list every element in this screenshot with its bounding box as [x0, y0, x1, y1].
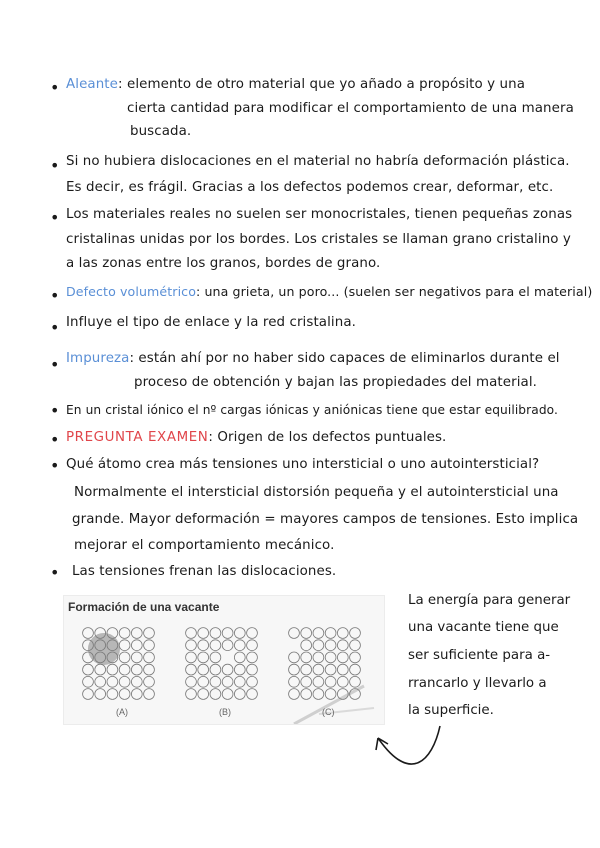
lattice-atom: [234, 640, 245, 651]
lattice-atom: [131, 640, 142, 651]
lattice-atom: [234, 689, 245, 700]
lattice-atom: [301, 628, 312, 639]
lattice-atom: [144, 676, 155, 687]
lattice-atom: [313, 664, 324, 675]
lattice-atom: [186, 676, 197, 687]
note-line: cristalinas unidas por los bordes. Los cristales se llaman grano cristalino y: [66, 232, 571, 247]
lattice-atom: [325, 689, 336, 700]
note-line: Los materiales reales no suelen ser monocristales, tienen pequeñas zonas: [66, 207, 573, 222]
lattice-atom: [210, 664, 221, 675]
lattice-atom: [210, 640, 221, 651]
side-note-line: una vacante tiene que: [408, 620, 559, 635]
note-line: Qué átomo crea más tensiones uno intersticial o uno autointersticial?: [66, 457, 540, 472]
lattice-atom: [83, 689, 94, 700]
bullet-dot: •: [50, 401, 60, 420]
term-aleante: Aleante: [66, 77, 119, 92]
lattice-atom: [325, 652, 336, 663]
lattice-atom: [301, 676, 312, 687]
term-defecto-volumetrico: Defecto volumétrico: [66, 284, 196, 299]
lattice-atom: [234, 628, 245, 639]
lattice-atom: [337, 664, 348, 675]
lattice-atom: [119, 676, 130, 687]
figure-label-a: (A): [116, 707, 128, 717]
lattice-atom: [119, 628, 130, 639]
lattice-atom: [289, 628, 300, 639]
lattice-atom: [198, 676, 209, 687]
lattice-atom: [107, 676, 118, 687]
note-line: Defecto volumétrico: una grieta, un poro... (suelen ser negativos para el material): [66, 284, 593, 299]
lattice-atom: [247, 640, 258, 651]
lattice-atom: [144, 640, 155, 651]
lattice-atom: [337, 652, 348, 663]
lattice-atom: [313, 652, 324, 663]
lattice-atom: [325, 676, 336, 687]
lattice-atom: [247, 664, 258, 675]
lattice-atom: [210, 628, 221, 639]
lattice-atom: [350, 664, 361, 675]
lattice-atom: [198, 628, 209, 639]
lattice-atom: [222, 628, 233, 639]
lattice-atom: [186, 664, 197, 675]
lattice-diagram: [64, 596, 384, 724]
lattice-atom: [95, 689, 106, 700]
lattice-atom: [144, 628, 155, 639]
lattice-atom: [247, 652, 258, 663]
note-line: Impureza: están ahí por no haber sido capaces de eliminarlos durante el: [66, 351, 560, 366]
lattice-atom: [186, 689, 197, 700]
lattice-atom: [289, 652, 300, 663]
lattice-atom: [325, 640, 336, 651]
bullet-dot: •: [50, 156, 60, 175]
bullet-dot: •: [50, 286, 60, 305]
lattice-atom: [186, 652, 197, 663]
lattice-atom: [119, 664, 130, 675]
lattice-atom: [107, 664, 118, 675]
lattice-atom: [247, 676, 258, 687]
lattice-atom: [301, 664, 312, 675]
bullet-dot: •: [50, 355, 60, 374]
lattice-atom: [186, 628, 197, 639]
lattice-atom: [83, 676, 94, 687]
lattice-atom: [198, 664, 209, 675]
bullet-dot: •: [50, 208, 60, 227]
lattice-atom: [83, 628, 94, 639]
note-line: grande. Mayor deformación = mayores campos de tensiones. Esto implica: [72, 512, 579, 527]
side-note-line: la superficie.: [408, 703, 494, 718]
note-line: proceso de obtención y bajan las propiedades del material.: [134, 375, 538, 390]
figure-title: Formación de una vacante: [68, 600, 220, 614]
lattice-atom: [107, 689, 118, 700]
lattice-atom: [289, 689, 300, 700]
arrow-icon: [370, 722, 460, 792]
lattice-atom: [301, 689, 312, 700]
lattice-atom: [119, 689, 130, 700]
side-note-line: rrancarlo y llevarlo a: [408, 676, 547, 691]
lattice-atom: [350, 652, 361, 663]
lattice-atom: [131, 689, 142, 700]
lattice-atom: [222, 689, 233, 700]
note-line: cierta cantidad para modificar el comportamiento de una manera: [127, 101, 574, 116]
lattice-atom: [234, 676, 245, 687]
note-line: mejorar el comportamiento mecánico.: [74, 538, 335, 553]
lattice-atom: [198, 652, 209, 663]
lattice-atom: [131, 652, 142, 663]
lattice-atom: [222, 676, 233, 687]
note-line: Normalmente el intersticial distorsión pequeña y el autointersticial una: [74, 485, 559, 500]
term-impureza: Impureza: [66, 351, 130, 366]
lattice-atom: [301, 652, 312, 663]
lattice-atom: [325, 628, 336, 639]
note-line: buscada.: [130, 124, 192, 139]
lattice-atom: [198, 640, 209, 651]
lattice-atom: [144, 664, 155, 675]
lattice-atom: [337, 676, 348, 687]
lattice-atom: [289, 676, 300, 687]
side-note-line: ser suficiente para a-: [408, 648, 551, 663]
note-line: En un cristal iónico el nº cargas iónicas y aniónicas tiene que estar equilibrado.: [66, 403, 558, 417]
lattice-atom: [222, 664, 233, 675]
bullet-dot: •: [50, 456, 60, 475]
lattice-atom: [313, 676, 324, 687]
lattice-atom: [337, 640, 348, 651]
note-line: Si no hubiera dislocaciones en el material no habría deformación plástica.: [66, 154, 570, 169]
bullet-dot: •: [50, 430, 60, 449]
lattice-atom: [313, 640, 324, 651]
bullet-dot: •: [50, 318, 60, 337]
lattice-atom: [247, 628, 258, 639]
lattice-atom: [350, 628, 361, 639]
lattice-atom: [210, 689, 221, 700]
lattice-atom: [325, 664, 336, 675]
lattice-atom: [222, 640, 233, 651]
bullet-dot: •: [50, 563, 60, 582]
lattice-atom: [131, 628, 142, 639]
lattice-atom: [119, 640, 130, 651]
vacancy-figure: [63, 595, 385, 725]
figure-label-b: (B): [219, 707, 231, 717]
lattice-atom: [131, 664, 142, 675]
lattice-atom: [144, 689, 155, 700]
lattice-atom: [350, 640, 361, 651]
note-line: Las tensiones frenan las dislocaciones.: [72, 564, 337, 579]
lattice-atom: [350, 676, 361, 687]
lattice-atom: [337, 628, 348, 639]
term-pregunta-examen: PREGUNTA EXAMEN: [66, 430, 209, 445]
lattice-atom: [83, 664, 94, 675]
note-line: a las zonas entre los granos, bordes de grano.: [66, 256, 381, 271]
lattice-atom: [210, 676, 221, 687]
note-line: Es decir, es frágil. Gracias a los defectos podemos crear, deformar, etc.: [66, 180, 554, 195]
lattice-atom: [144, 652, 155, 663]
lattice-atom: [289, 664, 300, 675]
lattice-atom: [234, 664, 245, 675]
figure-label-c: (C): [322, 707, 335, 717]
lattice-atom: [95, 676, 106, 687]
lattice-atom: [186, 640, 197, 651]
lattice-atom: [119, 652, 130, 663]
lattice-atom: [131, 676, 142, 687]
lattice-atom: [95, 664, 106, 675]
side-note-line: La energía para generar: [408, 593, 571, 608]
bullet-dot: •: [50, 78, 60, 97]
lattice-atom: [198, 689, 209, 700]
lattice-atom: [234, 652, 245, 663]
lattice-atom: [210, 652, 221, 663]
note-line: Aleante: elemento de otro material que yo añado a propósito y una: [66, 77, 526, 92]
note-line: Influye el tipo de enlace y la red cristalina.: [66, 315, 356, 330]
lattice-atom: [313, 689, 324, 700]
lattice-atom: [313, 628, 324, 639]
note-line: PREGUNTA EXAMEN: Origen de los defectos puntuales.: [66, 430, 447, 445]
lattice-atom: [247, 689, 258, 700]
lattice-atom: [301, 640, 312, 651]
watermark-stroke: [294, 686, 364, 724]
